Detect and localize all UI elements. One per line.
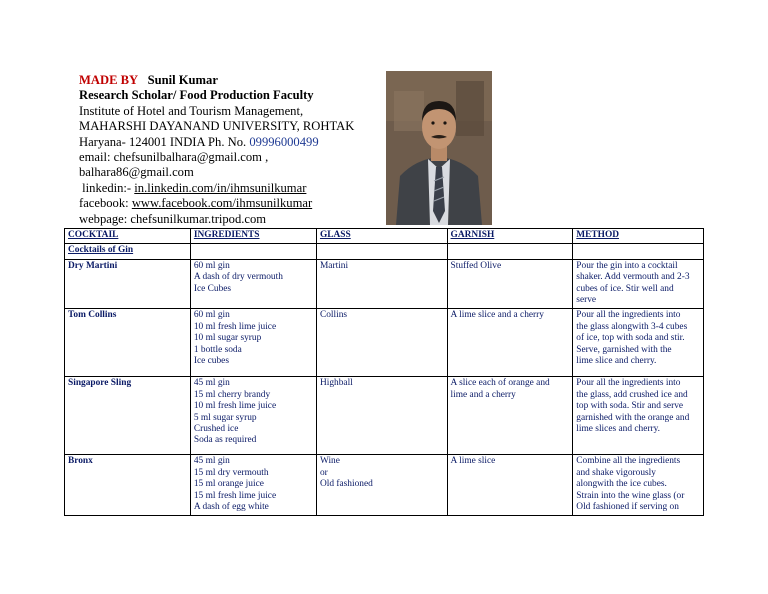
garnish-cell [447,309,573,377]
column-header-ingredients: INGREDIENTS [190,229,316,244]
method-line: serve [576,295,597,306]
cocktail-name: Tom Collins [65,309,191,377]
table-row [65,309,704,377]
cocktail-name: Dry Martini [65,259,191,309]
ingredients-line: 1 bottle soda [193,344,242,355]
author-header [79,73,379,227]
method-line: Pour all the ingredients into [576,378,681,389]
email-line-2: balhara86@gmail.com [79,165,194,180]
column-header-cocktail: COCKTAIL [65,229,191,244]
table-row [65,259,704,309]
garnish-line: Stuffed Olive [450,260,502,271]
method-line: Old fashioned if serving on [576,502,679,513]
column-header-garnish: GARNISH [447,229,573,244]
method-line: Pour the gin into a cocktail [576,260,678,271]
webpage-line: webpage: chefsunilkumar.tripod.com [79,211,267,226]
garnish-line: A lime slice [450,456,496,467]
garnish-line: A slice each of orange and [450,378,550,389]
section-empty-cell [316,244,447,259]
method-line: top with soda. Stir and serve [576,401,684,412]
ingredients-line: 60 ml gin [193,310,230,321]
method-line: Combine all the ingredients [576,456,681,467]
ingredients-line: 10 ml sugar syrup [193,333,262,344]
method-line: the glass, add crushed ice and [576,389,688,400]
glass-line: Highball [319,378,353,389]
method-line: shaker. Add vermouth and 2-3 [576,272,690,283]
method-cell [573,455,704,516]
method-line: the glass alongwith 3-4 cubes [576,321,688,332]
ingredients-line: 10 ml fresh lime juice [193,321,277,332]
table-row [65,455,704,516]
ingredients-cell [190,259,316,309]
ingredients-line: A dash of dry vermouth [193,272,283,283]
ingredients-cell [190,455,316,516]
column-header-method: METHOD [573,229,704,244]
ingredients-line: 45 ml gin [193,456,230,467]
glass-line: Old fashioned [319,479,373,490]
linkedin-label: linkedin:- [82,180,132,195]
method-line: of ice, top with soda and stir. [576,333,685,344]
garnish-cell [447,377,573,455]
table-body [65,244,704,516]
section-empty-cell [447,244,573,259]
ingredients-line: 60 ml gin [193,260,230,271]
section-row [65,244,704,259]
portrait-illustration [386,71,492,225]
ingredients-cell [190,377,316,455]
method-line: Serve, garnished with the [576,344,672,355]
glass-cell [316,309,447,377]
linkedin-line [79,181,379,196]
method-cell [573,259,704,309]
glass-line: Collins [319,310,348,321]
ingredients-line: 15 ml orange juice [193,479,264,490]
method-line: cubes of ice. Stir well and [576,283,674,294]
email-line-1: email: chefsunilbalhara@gmail.com , [79,150,269,165]
table-header-row [65,229,704,244]
address-line [79,135,379,150]
linkedin-link[interactable]: in.linkedin.com/in/ihmsunilkumar [134,180,307,195]
cocktail-table [64,228,704,516]
section-empty-cell [190,244,316,259]
institute: Institute of Hotel and Tourism Management, [79,103,304,118]
made-by-line [79,73,379,88]
glass-line: or [319,467,328,478]
ingredients-cell [190,309,316,377]
cocktail-name: Singapore Sling [65,377,191,455]
facebook-line [79,196,379,211]
ingredients-line: 15 ml cherry brandy [193,389,271,400]
ingredients-line: Ice cubes [193,356,229,367]
author-name: Sunil Kumar [147,73,218,87]
method-line: and shake vigorously [576,467,656,478]
garnish-cell [447,455,573,516]
method-line: lime slices and cherry. [576,424,661,435]
facebook-label: facebook: [79,196,129,211]
method-line: lime slice and cherry. [576,356,657,367]
method-line: Pour all the ingredients into [576,310,681,321]
glass-line: Martini [319,260,349,271]
method-cell [573,309,704,377]
garnish-cell [447,259,573,309]
glass-cell [316,259,447,309]
made-by-label: MADE BY [79,73,139,87]
garnish-line: A lime slice and a cherry [450,310,544,321]
garnish-line: lime and a cherry [450,389,516,400]
ingredients-line: Ice Cubes [193,283,232,294]
ingredients-line: Soda as required [193,435,257,446]
section-title: Cocktails of Gin [65,244,191,259]
cocktail-name: Bronx [65,455,191,516]
table-row [65,377,704,455]
ingredients-line: 15 ml fresh lime juice [193,490,277,501]
method-line: Strain into the wine glass (or [576,490,685,501]
ingredients-line: 45 ml gin [193,378,230,389]
method-cell [573,377,704,455]
ingredients-line: Crushed ice [193,424,239,435]
method-line: alongwith the ice cubes. [576,479,667,490]
university: MAHARSHI DAYANAND UNIVERSITY, ROHTAK [79,119,355,134]
column-header-glass: GLASS [316,229,447,244]
ingredients-line: A dash of egg white [193,502,269,513]
ingredients-line: 5 ml sugar syrup [193,412,257,423]
author-role: Research Scholar/ Food Production Faculty [79,88,314,103]
facebook-link[interactable]: www.facebook.com/ihmsunilkumar [131,196,313,211]
address-prefix: Haryana- 124001 INDIA Ph. No. [79,134,247,149]
method-line: garnished with the orange and [576,412,690,423]
section-empty-cell [573,244,704,259]
ingredients-line: 10 ml fresh lime juice [193,401,277,412]
glass-cell [316,377,447,455]
phone-number: 09996000499 [249,134,319,149]
glass-line: Wine [319,456,340,467]
glass-cell [316,455,447,516]
portrait-photo [386,71,492,225]
ingredients-line: 15 ml dry vermouth [193,467,269,478]
